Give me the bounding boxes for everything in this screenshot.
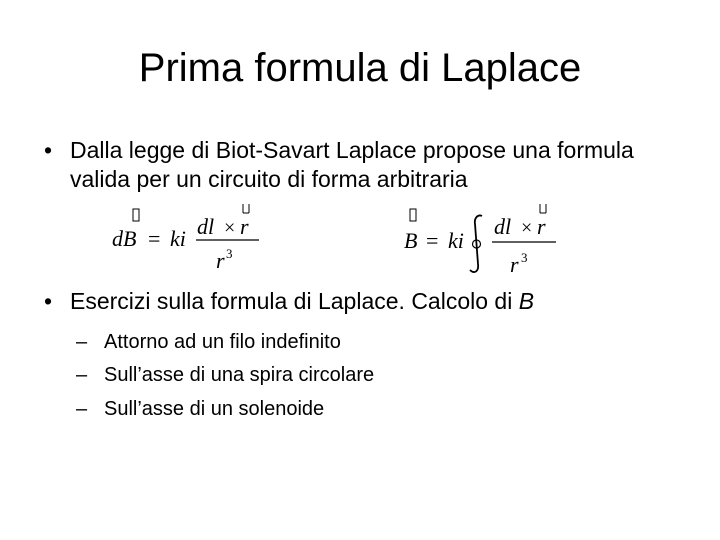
formula-laplace-differential — [112, 202, 272, 283]
vector-arrow-icon — [410, 209, 416, 221]
formula-denominator: r — [216, 248, 225, 273]
formula-lhs: dB — [112, 226, 137, 251]
sub-bullet-text: Attorno ad un filo indefinito — [104, 331, 341, 353]
formula-denominator: r — [510, 252, 519, 277]
formula-cross: × — [521, 217, 533, 239]
formula-numerator-dl: dl — [494, 214, 512, 239]
bullet-text — [70, 287, 690, 316]
formula-lhs: B — [404, 228, 418, 253]
sub-bullet-marker: – — [76, 398, 88, 420]
formula-coefficient: ki — [448, 228, 464, 253]
formula-equals: = — [148, 226, 161, 251]
bullet-text-prefix: Esercizi sulla formula di Laplace. Calcolo di — [70, 288, 519, 314]
formula-exponent: 3 — [226, 246, 233, 261]
sub-bullet-text: Sull’asse di una spira circolare — [104, 364, 375, 386]
formula-numerator-r: r — [240, 214, 249, 239]
vector-arrow-icon — [243, 204, 249, 213]
formula-equals: = — [426, 228, 439, 253]
sub-bullet-text: Sull’asse di un solenoide — [104, 398, 325, 420]
formula-cross: × — [224, 217, 236, 239]
bullet-text-symbol: B — [518, 288, 535, 314]
slide-title: Prima formula di Laplace — [138, 46, 582, 90]
vector-arrow-icon — [133, 209, 139, 221]
formula-laplace-integral — [402, 202, 572, 287]
sub-bullet-marker: – — [76, 364, 88, 386]
formula-numerator-dl: dl — [197, 214, 215, 239]
bullet-marker: • — [44, 288, 53, 314]
formula-numerator-r: r — [537, 214, 546, 239]
sub-bullet-marker: – — [76, 331, 88, 353]
bullet-marker: • — [44, 137, 53, 163]
vector-arrow-icon — [540, 204, 546, 213]
formula-exponent: 3 — [521, 250, 528, 265]
formula-coefficient: ki — [170, 226, 186, 251]
bullet-text: Dalla legge di Biot-Savart Laplace propose una formula valida per un circuito di forma arbitraria — [70, 137, 634, 192]
